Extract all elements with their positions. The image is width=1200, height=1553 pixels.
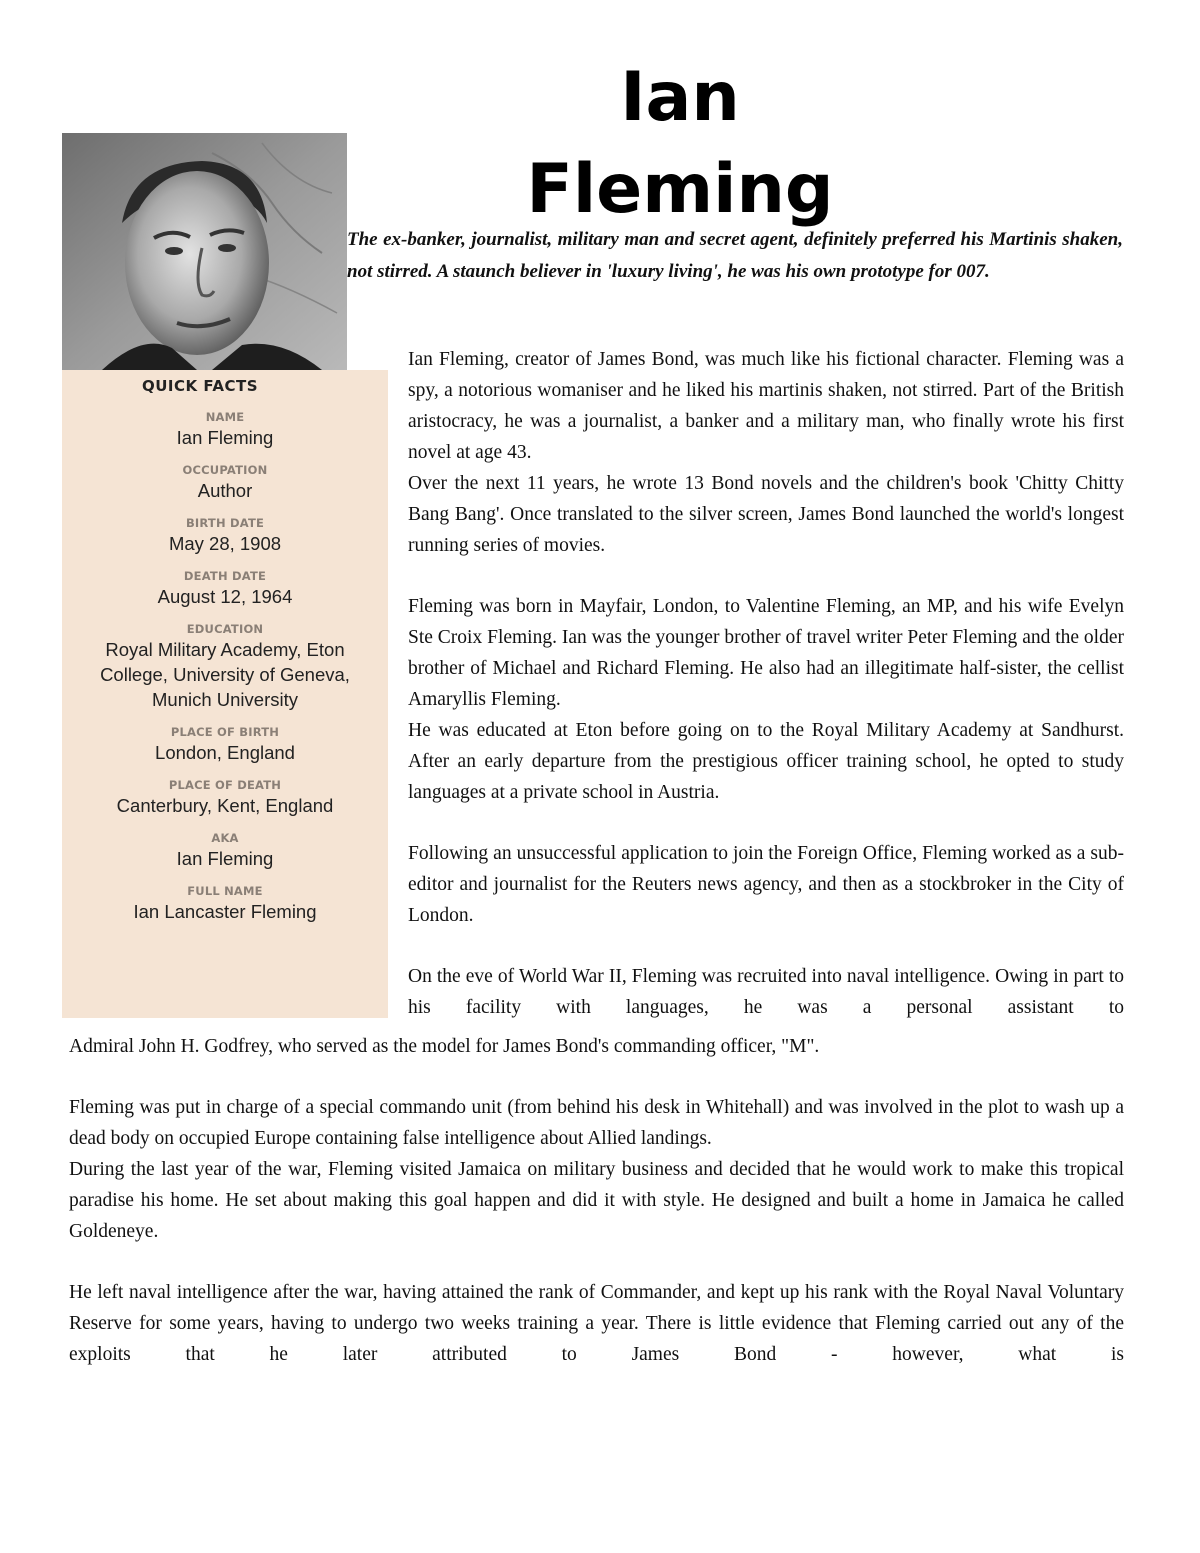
fact-occupation xyxy=(62,462,388,503)
fact-value: May 28, 1908 xyxy=(168,533,282,554)
title-line-1: Ian xyxy=(620,58,740,137)
paragraph: During the last year of the war, Fleming visited Jamaica on military business and decided that he would work to make this tropical paradise his home. He set about making this goal happen and did it with style. He designed and built a home in Jamaica he called Goldeneye. xyxy=(69,1159,1124,1242)
quick-facts-heading: QUICK FACTS xyxy=(141,377,259,395)
fact-value: August 12, 1964 xyxy=(157,586,293,607)
fact-label: BIRTH DATE xyxy=(185,516,265,530)
fact-label: DEATH DATE xyxy=(183,569,267,583)
fact-label: PLACE OF BIRTH xyxy=(170,725,280,739)
fact-value: Ian Fleming xyxy=(176,427,274,448)
fact-place-of-death xyxy=(62,777,388,818)
fact-birth-date xyxy=(62,515,388,556)
fact-full-name xyxy=(62,883,388,924)
fact-value: Ian Lancaster Fleming xyxy=(133,901,317,922)
fact-label: PLACE OF DEATH xyxy=(168,778,282,792)
fact-label: FULL NAME xyxy=(187,884,263,898)
fact-death-date xyxy=(62,568,388,609)
portrait-photo xyxy=(62,133,347,370)
fact-aka xyxy=(62,830,388,871)
fact-label: AKA xyxy=(211,831,239,845)
fact-place-of-birth xyxy=(62,724,388,765)
fact-label: NAME xyxy=(205,410,245,424)
page-title xyxy=(470,52,890,236)
fact-value: Royal Military Academy, Eton College, University of Geneva, Munich University xyxy=(100,639,350,710)
fact-value: London, England xyxy=(155,742,295,763)
paragraph: Ian Fleming, creator of James Bond, was much like his fictional character. Fleming was a spy, a notorious womaniser and he liked his martinis shaken, not stirred. Part of the British aristocracy, he was a journalist, a banker and a military man, who finally wrote his first novel at age 43. xyxy=(408,349,1124,463)
paragraph: He was educated at Eton before going on to the Royal Military Academy at Sandhurst. After an early departure from the prestigious officer training school, he opted to study languages at a private school in Austria. xyxy=(408,720,1124,803)
paragraph: He left naval intelligence after the war, having attained the rank of Commander, and kept up his rank with the Royal Naval Voluntary Reserve for some years, having to undergo two weeks training a year. There is little evidence that Fleming carried out any of the exploits that he later attributed to James Bond - however, what is xyxy=(69,1282,1124,1365)
paragraph: Fleming was born in Mayfair, London, to Valentine Fleming, an MP, and his wife Evelyn Ste Croix Fleming. Ian was the younger brother of travel writer Peter Fleming and the older brother of Michael and Richard Fleming. He also had an illegitimate half-sister, the cellist Amaryllis Fleming. xyxy=(408,596,1124,710)
fact-name xyxy=(62,409,388,450)
tagline: The ex-banker, journalist, military man and secret agent, definitely preferred his Martinis shaken, not stirred. A staunch believer in 'luxury living', he was his own prototype for 007. xyxy=(347,229,1123,282)
fact-value: Ian Fleming xyxy=(176,848,274,869)
paragraph: Admiral John H. Godfrey, who served as the model for James Bond's commanding officer, "M". xyxy=(69,1036,820,1057)
portrait-image xyxy=(62,133,347,370)
fact-education xyxy=(62,621,388,712)
article-body-bottom xyxy=(69,1031,1124,1370)
paragraph: On the eve of World War II, Fleming was recruited into naval intelligence. Owing in part to his facility with languages, he was a personal assistant to xyxy=(408,966,1124,1018)
article-body-top xyxy=(408,344,1124,1023)
fact-value: Canterbury, Kent, England xyxy=(116,795,334,816)
paragraph: Following an unsuccessful application to join the Foreign Office, Fleming worked as a sub-editor and journalist for the Reuters news agency, and then as a stockbroker in the City of London. xyxy=(408,843,1124,926)
quick-facts-panel xyxy=(62,370,388,1018)
title-line-2: Fleming xyxy=(526,150,834,229)
paragraph: Over the next 11 years, he wrote 13 Bond novels and the children's book 'Chitty Chitty Bang Bang'. Once translated to the silver screen, James Bond launched the world's longest running series of movies. xyxy=(408,473,1124,556)
fact-label: OCCUPATION xyxy=(182,463,268,477)
fact-value: Author xyxy=(197,480,253,501)
fact-label: EDUCATION xyxy=(186,622,264,636)
paragraph: Fleming was put in charge of a special commando unit (from behind his desk in Whitehall) and was involved in the plot to wash up a dead body on occupied Europe containing false intelligence about Allied landings. xyxy=(69,1097,1124,1149)
